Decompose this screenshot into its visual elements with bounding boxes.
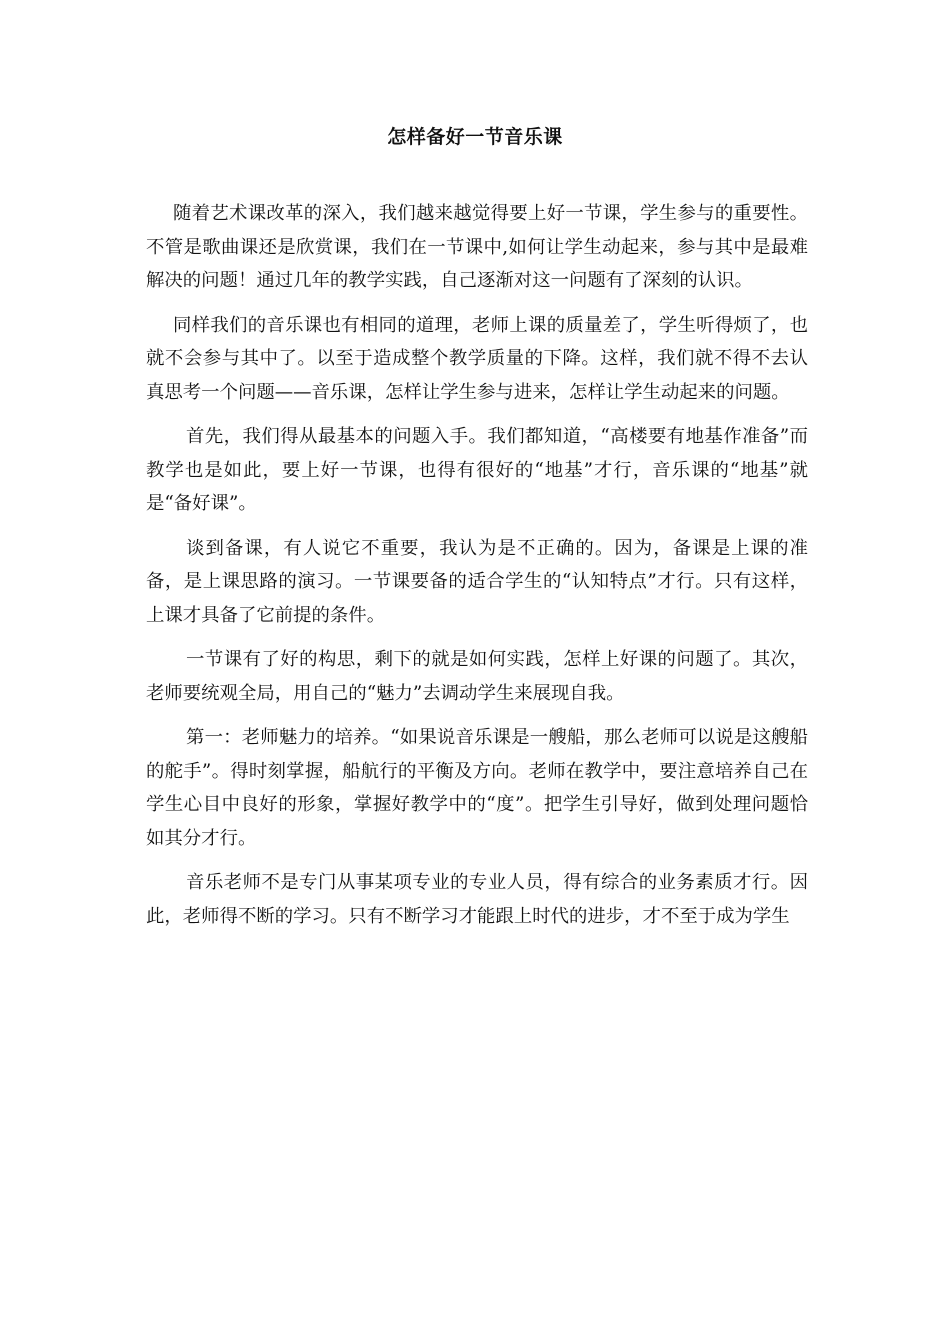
paragraph-6: 第一：老师魅力的培养。“如果说音乐课是一艘船，那么老师可以说是这艘船的舵手”。得时刻掌握，船航行的平衡及方向。老师在教学中，要注意培养自己在学生心目中良好的形象，掌握好教学中的“度”。把学生引导好，做到处理问题恰如其分才行。 bbox=[146, 727, 808, 849]
paragraph-4: 谈到备课，有人说它不重要，我认为是不正确的。因为，备课是上课的准备，是上课思路的演习。一节课要备的适合学生的“认知特点”才行。只有这样，上课才具备了它前提的条件。 bbox=[146, 537, 808, 626]
paragraph-2: 同样我们的音乐课也有相同的道理，老师上课的质量差了，学生听得烦了，也就不会参与其中了。以至于造成整个教学质量的下降。这样，我们就不得不去认真思考一个问题——音乐课，怎样让学生参与进来，怎样让学生动起来的问题。 bbox=[146, 314, 808, 403]
paragraph-5: 一节课有了好的构思，剩下的就是如何实践，怎样上好课的问题了。其次，老师要统观全局，用自己的“魅力”去调动学生来展现自我。 bbox=[146, 649, 808, 704]
paragraph-7: 音乐老师不是专门从事某项专业的专业人员，得有综合的业务素质才行。因此，老师得不断的学习。只有不断学习才能跟上时代的进步，才不至于成为学生 bbox=[146, 872, 808, 927]
document-body bbox=[146, 197, 808, 933]
paragraph-1: 随着艺术课改革的深入，我们越来越觉得要上好一节课，学生参与的重要性。不管是歌曲课还是欣赏课，我们在一节课中,如何让学生动起来，参与其中是最难解决的问题！通过几年的教学实践，自己逐渐对这一问题有了深刻的认识。 bbox=[146, 203, 808, 291]
paragraph-3: 首先，我们得从最基本的问题入手。我们都知道，“高楼要有地基作准备”而教学也是如此，要上好一节课，也得有很好的“地基”才行，音乐课的“地基”就是“备好课”。 bbox=[146, 426, 808, 514]
document-title: 怎样备好一节音乐课 bbox=[387, 126, 563, 148]
